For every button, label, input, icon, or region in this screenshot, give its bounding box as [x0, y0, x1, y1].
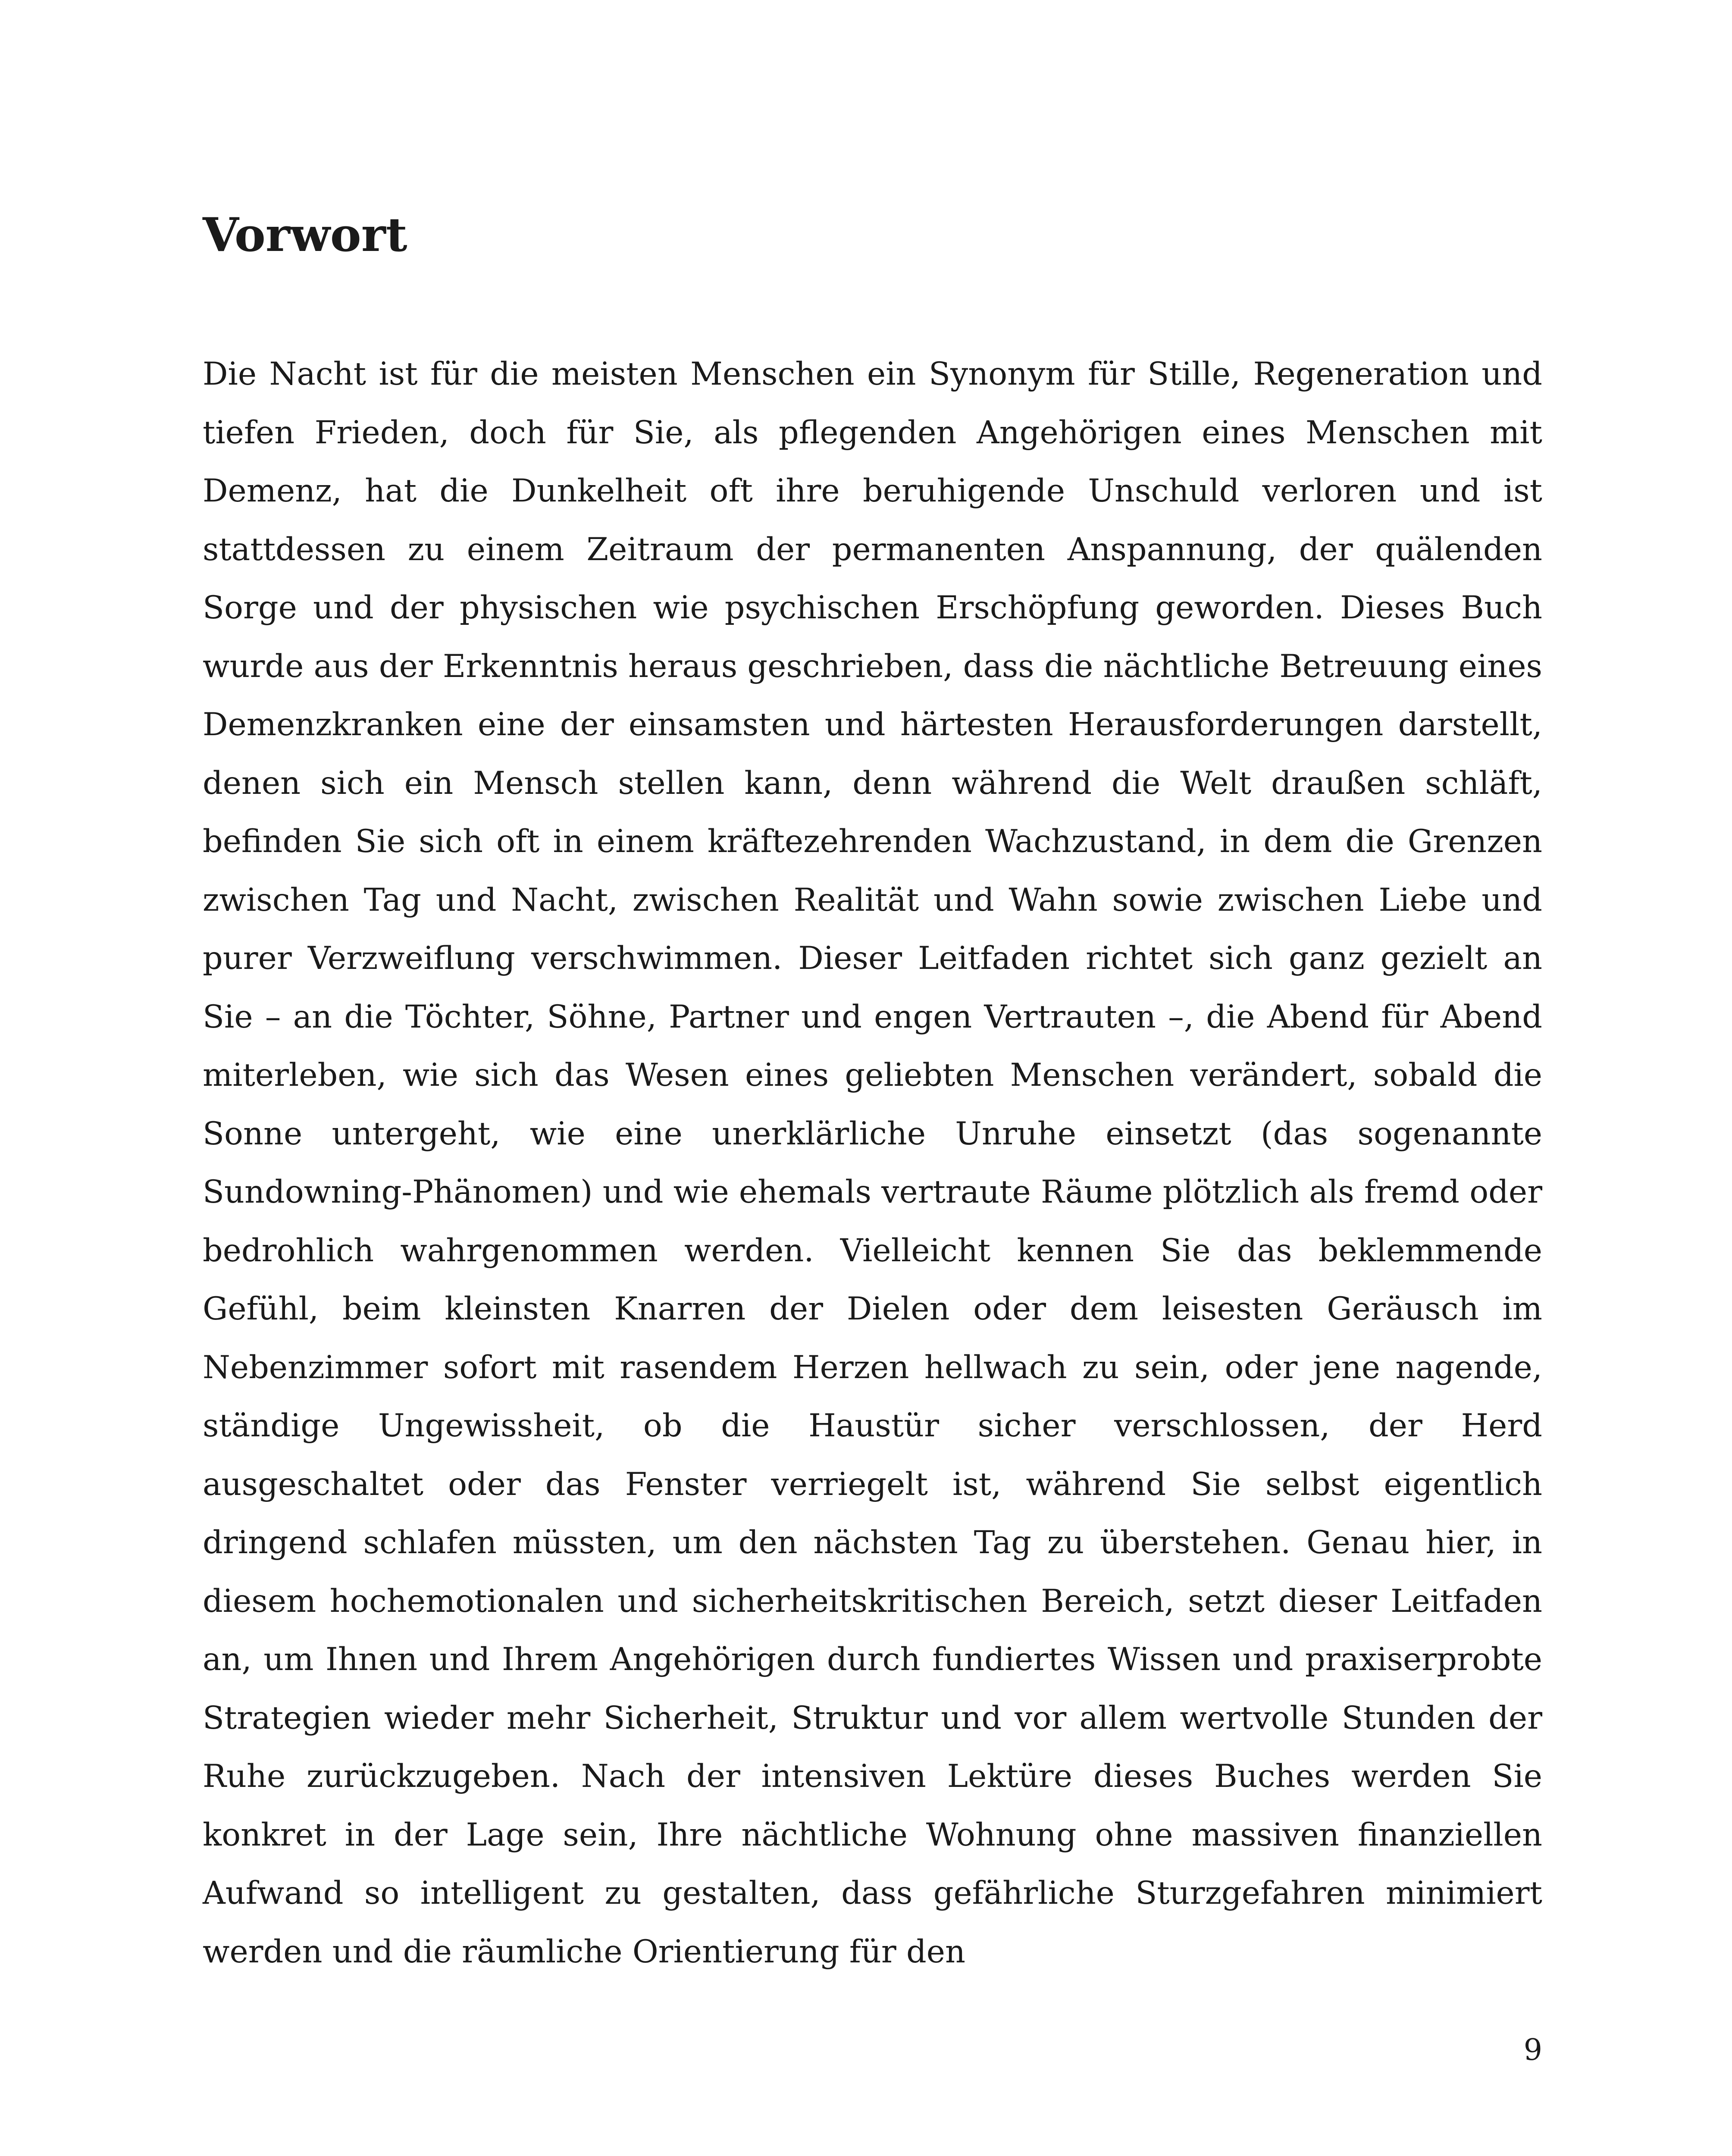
- page-number: 9: [1523, 2033, 1542, 2067]
- chapter-heading: Vorwort: [203, 208, 407, 262]
- body-paragraph: Die Nacht ist für die meisten Menschen ein Synonym für Stille, Regeneration und tiefen Frieden, doch für Sie, als pflegenden Angehörigen eines Menschen mit Demenz, hat die Dunkelheit oft ihre beruhigende Unschuld verloren und ist stattdessen zu einem Zeitraum der permanenten Anspannung, der quälenden Sorge und der physischen wie psychischen Erschöpfung geworden. Dieses Buch wurde aus der Erkenntnis heraus geschrieben, dass die nächtliche Betreuung eines Demenzkranken eine der einsamsten und härtesten Herausforderungen darstellt, denen sich ein Mensch stellen kann, denn während die Welt draußen schläft, befinden Sie sich oft in einem kräftezehrenden Wachzustand, in dem die Grenzen zwischen Tag und Nacht, zwischen Realität und Wahn sowie zwischen Liebe und purer Verzweiflung verschwimmen. Dieser Leitfaden richtet sich ganz gezielt an Sie – an die Töchter, Söhne, Partner und engen Vertrauten –, die Abend für Abend miterleben, wie sich das Wesen eines geliebten Menschen verändert, sobald die Sonne untergeht, wie eine unerklärliche Unruhe einsetzt (das sogenannte Sundowning-Phänomen) und wie ehemals vertraute Räume plötzlich als fremd oder bedrohlich wahrgenommen werden. Vielleicht kennen Sie das beklemmende Gefühl, beim kleinsten Knarren der Dielen oder dem leisesten Geräusch im Nebenzimmer sofort mit rasendem Herzen hellwach zu sein, oder jene nagende, ständige Ungewissheit, ob die Haustür sicher verschlossen, der Herd ausgeschaltet oder das Fenster verriegelt ist, während Sie selbst eigentlich dringend schlafen müssten, um den nächsten Tag zu überstehen. Genau hier, in diesem hochemotionalen und sicherheitskritischen Bereich, setzt dieser Leitfaden an, um Ihnen und Ihrem Angehörigen durch fundiertes Wissen und praxiserprobte Strategien wieder mehr Sicherheit, Struktur und vor allem wertvolle Stunden der Ruhe zurückzugeben. Nach der intensiven Lektüre dieses Buches werden Sie konkret in der Lage sein, Ihre nächtliche Wohnung ohne massiven finanziellen Aufwand so intelligent zu gestalten, dass gefährliche Sturzgefahren minimiert werden und die räumliche Orientierung für den: [203, 356, 1542, 1970]
